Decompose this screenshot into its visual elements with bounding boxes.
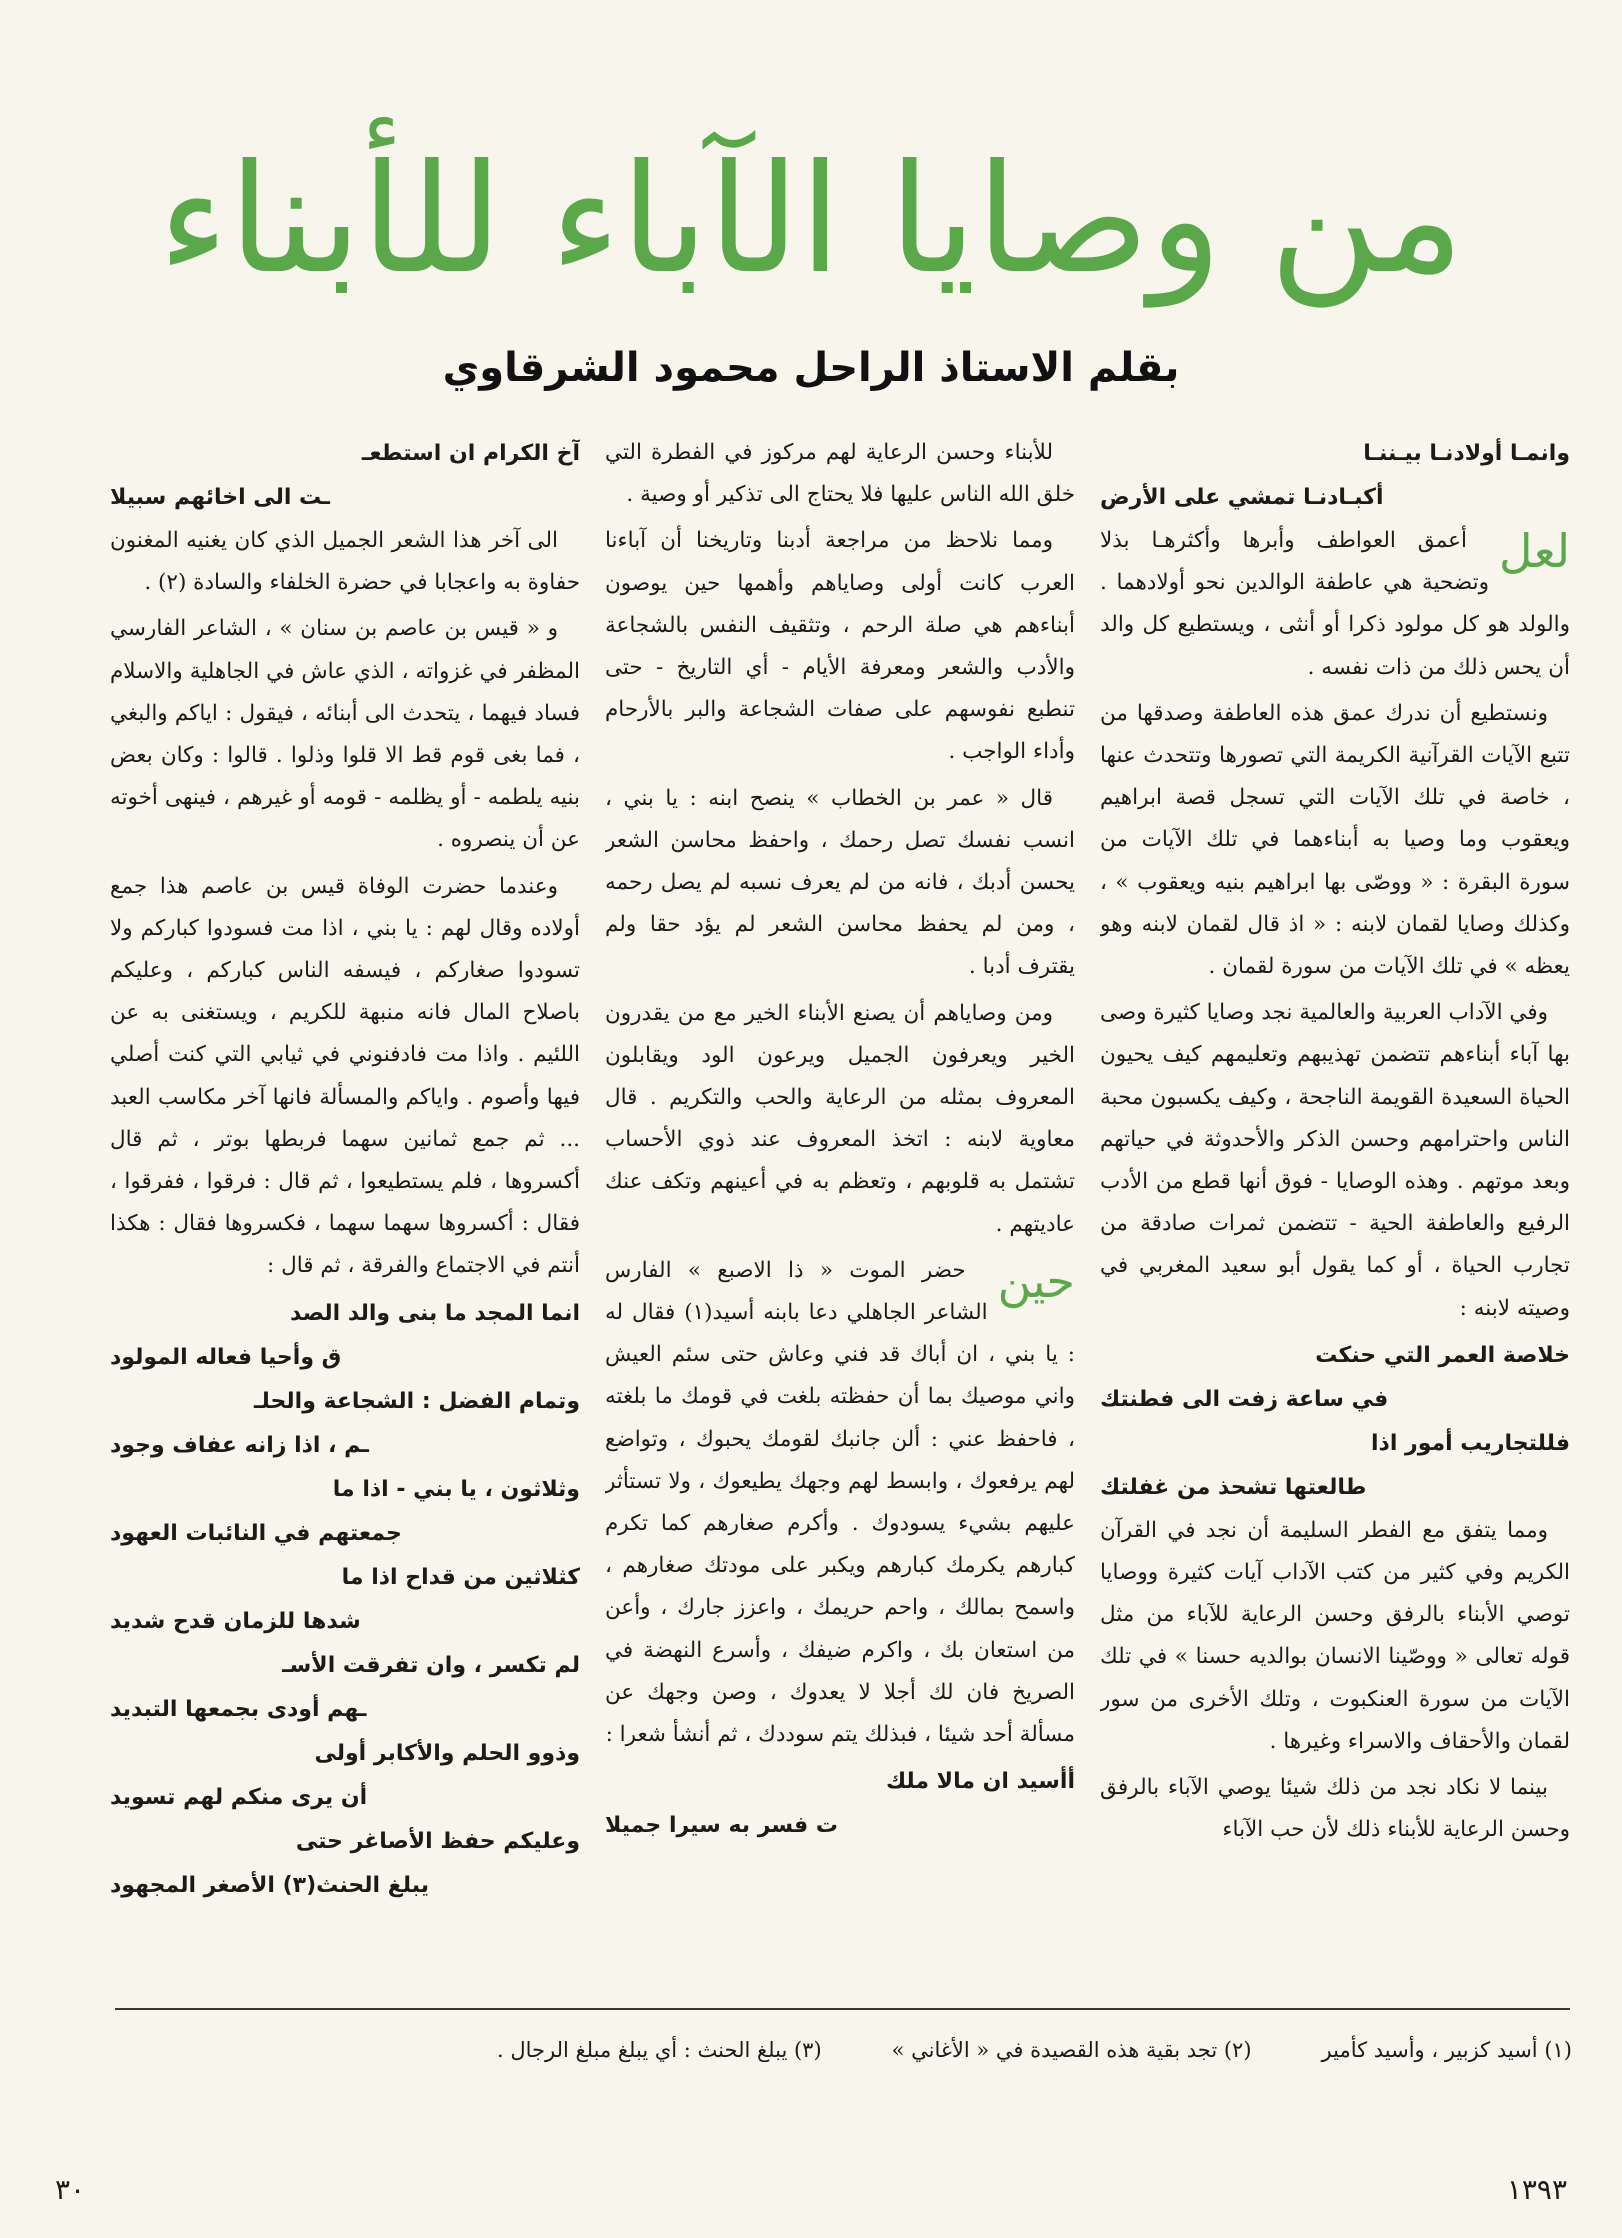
- verse-line: ـهم أودى بجمعها التبديد: [110, 1696, 367, 1722]
- verse-line: أن يرى منكم لهم تسويد: [110, 1784, 368, 1810]
- verse-line: جمعتهم في النائبات العهود: [110, 1520, 402, 1546]
- verse-line: أأسيد ان مالا ملك: [885, 1769, 1075, 1795]
- paragraph: وفي الآداب العربية والعالمية نجد وصايا كثيرة وصى بها آباء أبناءهم تتضمن تهذيبهم وتعليمهم كيف يحيون الحياة السعيدة القويمة الناجحة ، وكيف يكسبون محبة الناس واحترامهم وحسن الذكر والأحدوثة في حياتهم وبعد موتهم . وهذه الوصايا - فوق أنها قطع من الأدب الرفيع والعاطفة الحية - تتضمن ثمرات صادقة من تجارب الحياة ، أو كما يقول أبو سعيد المغربي في وصيته لابنه :: [1100, 1000, 1570, 1321]
- paragraph: ومما نلاحظ من مراجعة أدبنا وتاريخنا أن آباءنا العرب كانت أولى وصاياهم وأهمها حين يوصون أبناءهم هي صلة الرحم ، وتثقيف النفس بالشجاعة والأدب والشعر ومعرفة الأيام - أي التاريخ - حتى تنطبع نفوسهم على صفات الشجاعة والبر بالأرحام وأداء الواجب .: [605, 528, 1075, 765]
- footnote: (٣) يبلغ الحنث : أي يبلغ مبلغ الرجال .: [497, 2038, 822, 2062]
- paragraph: حضر الموت « ذا الاصبع » الفارس الشاعر الجاهلي دعا بابنه أسيد(١) فقال له : يا بني ، ان أباك قد فني وعاش حتى سئم العيش واني موصيك بما أن حفظته بلغت في قومك ما بلغته ، فاحفظ عني : ألن جانبك لقومك يحبوك ، وتواضع لهم يرفعوك ، وابسط لهم وجهك يطيعوك ، ولا تستأثر عليهم بشيء يسودوك . وأكرم صغارهم كما تكرم كبارهم يكرمك كبارهم ويكبر على مودتك صغارهم ، واسمح بمالك ، واحم حريمك ، واعزز جارك ، وأعن من استعان بك ، واكرم ضيفك ، وأسرع النهضة في الصريخ فان لك أجلا لا يعدوك ، وصن وجهك عن مسألة أحد شيئا ، فبذلك يتم سوددك ، ثم أنشأ شعرا :: [605, 1257, 1075, 1748]
- paragraph: وعندما حضرت الوفاة قيس بن عاصم هذا جمع أولاده وقال لهم : يا بني ، اذا مت فسودوا كباركم ولا تسودوا صغاركم ، فيسفه الناس كباركم ، وعليكم باصلاح المال فانه منبهة للكريم ، ويستغنى به عن اللئيم . واذا مت فادفنوني في ثيابي التي كنت أصلي فيها وأصوم . واياكم والمسألة فانها آخر مكاسب العبد ... ثم جمع ثمانين سهما فربطها بوتر ، ثم قال أكسروها ، فلم يستطيعوا ، ثم قال : فرقوا ، ففرقوا ، فقال : أكسروها سهما سهما ، فكسروها فقال : هكذا أنتم في الاجتماع والفرقة ، ثم قال :: [110, 873, 580, 1279]
- byline: بقلم الاستاذ الراحل محمود الشرقاوي: [442, 345, 1180, 391]
- verse-line: ـت الى اخائهم سبيلا: [110, 485, 330, 510]
- paragraph: ونستطيع أن ندرك عمق هذه العاطفة وصدقها من تتبع الآيات القرآنية الكريمة التي تصورها وتتحدث عنها ، خاصة في تلك الآيات التي تسجل قصة ابراهيم ويعقوب وما وصيا به أبناءهما في تلك الآيات من سورة البقرة : « ووصّى بها ابراهيم بنيه ويعقوب » ، وكذلك وصايا لقمان لابنه : « اذ قال لقمان لابنه وهو يعظه » في تلك الآيات من سورة لقمان .: [1100, 700, 1570, 980]
- verse-line: يبلغ الحنث(٣) الأصغر المجهود: [110, 1872, 429, 1898]
- verse-line: وثلاثون ، يا بني - اذا ما: [332, 1476, 580, 1502]
- paragraph: قال « عمر بن الخطاب » ينصح ابنه : يا بني ، انسب نفسك تصل رحمك ، واحفظ محاسن الشعر يحسن أدبك ، فانه من لم يعرف نسبه لم يصل رحمه ، ومن لم يحفظ محاسن الشعر لم يؤد حقا ولم يقترف أدبا .: [605, 785, 1075, 980]
- verse-line: آخ الكرام ان استطعـ: [361, 441, 580, 466]
- verse-line: وانمـا أولادنـا بيـننـا: [1363, 441, 1570, 466]
- dropcap-word: لعل: [1498, 524, 1570, 578]
- verse-line: ق وأحيا فعاله المولود: [110, 1344, 342, 1370]
- paragraph: أعمق العواطف وأبرها وأكثرهـا بذلا وتضحية هي عاطفة الوالدين نحو أولادهما . والولد هو كل مولود ذكرا أو أنثى ، ويستطيع كل والد أن يحس ذلك من ذات نفسه .: [1100, 528, 1570, 680]
- verse-line: ـم ، اذا زانه عفاف وجود: [110, 1432, 369, 1458]
- verse-line: فللتجاريب أمور اذا: [1371, 1430, 1570, 1456]
- verse-line: وذوو الحلم والأكابر أولى: [314, 1740, 580, 1766]
- verse-line: في ساعة زفت الى فطنتك: [1100, 1386, 1389, 1412]
- footnote: (٢) تجد بقية هذه القصيدة في « الأغاني »: [891, 2038, 1252, 2062]
- issue-number: ١٣٩٣: [1506, 2173, 1567, 2206]
- paragraph: للأبناء وحسن الرعاية لهم مركوز في الفطرة التي خلق الله الناس عليها فلا يحتاج الى تذكير أو وصية .: [605, 440, 1075, 508]
- footnotes: [115, 2030, 1572, 2070]
- column-left: [110, 432, 580, 1977]
- verse-line: انما المجد ما بنى والد الصد: [290, 1300, 580, 1326]
- verse-line: ت فسر به سيرا جميلا: [605, 1813, 838, 1839]
- column-right: [1100, 432, 1570, 1977]
- verse-line: وعليكم حفظ الأصاغر حتى: [295, 1828, 580, 1854]
- verse-line: شدها للزمان قدح شديد: [110, 1608, 361, 1634]
- dropcap-word: حين: [997, 1253, 1075, 1308]
- column-middle: [605, 432, 1075, 1977]
- paragraph: ومما يتفق مع الفطر السليمة أن نجد في القرآن الكريم وفي كثير من كتب الآداب آيات كثيرة ووصايا توصي الأبناء بالرفق وحسن الرعاية للآباء من مثل قوله تعالى « ووصّينا الانسان بوالديه حسنا » في تلك الآيات من سورة العنكبوت ، وتلك الأخرى من سور لقمان والأحقاف والاسراء وغيرها .: [1100, 1517, 1570, 1754]
- footnote-divider: [115, 2008, 1570, 2010]
- footnote: (١) أسيد كزبير ، وأسيد كأمير: [1321, 2038, 1572, 2062]
- verse-line: طالعتها تشحذ من غفلتك: [1100, 1474, 1367, 1500]
- page-title: من وصايا الآباء للأبناء: [158, 133, 1464, 307]
- verse-line: كثلاثين من قداح اذا ما: [341, 1564, 580, 1590]
- paragraph: الى آخر هذا الشعر الجميل الذي كان يغنيه المغنون حفاوة به واعجابا في حضرة الخلفاء والسادة (٢) .: [110, 528, 580, 596]
- verse-line: خلاصة العمر التي حنكت: [1315, 1342, 1570, 1368]
- paragraph: بينما لا نكاد نجد من ذلك شيئا يوصي الآباء بالرفق وحسن الرعاية للأبناء ذلك لأن حب الآباء: [1100, 1775, 1570, 1843]
- verse-line: لم تكسر ، وان تفرقت الأسـ: [282, 1652, 580, 1678]
- paragraph: و « قيس بن عاصم بن سنان » ، الشاعر الفارسي المظفر في غزواته ، الذي عاش في الجاهلية والاسلام فساد فيهما ، يتحدث الى أبنائه ، فيقول : اياكم والبغي ، فما بغى قوم قط الا قلوا وذلوا . قالوا : وكان بعض بنيه يلطمه - أو يظلمه - قومه أو غيرهم ، فينهى أخوته عن أن ينصروه .: [110, 616, 580, 853]
- paragraph: ومن وصاياهم أن يصنع الأبناء الخير مع من يقدرون الخير ويعرفون الجميل ويرعون الود ويقابلون المعروف بمثله من الرعاية والحب والتكريم . قال معاوية لابنه : اتخذ المعروف عند ذوي الأحساب تشتمل به قلوبهم ، وتعظم به في أعينهم وتكف عنك عاديتهم .: [605, 1000, 1075, 1237]
- verse-line: وتمام الفضل : الشجاعة والحلـ: [254, 1388, 580, 1414]
- page-number: ٣٠: [55, 2173, 86, 2206]
- verse-line: أكبـادنـا تمشي على الأرض: [1100, 485, 1384, 510]
